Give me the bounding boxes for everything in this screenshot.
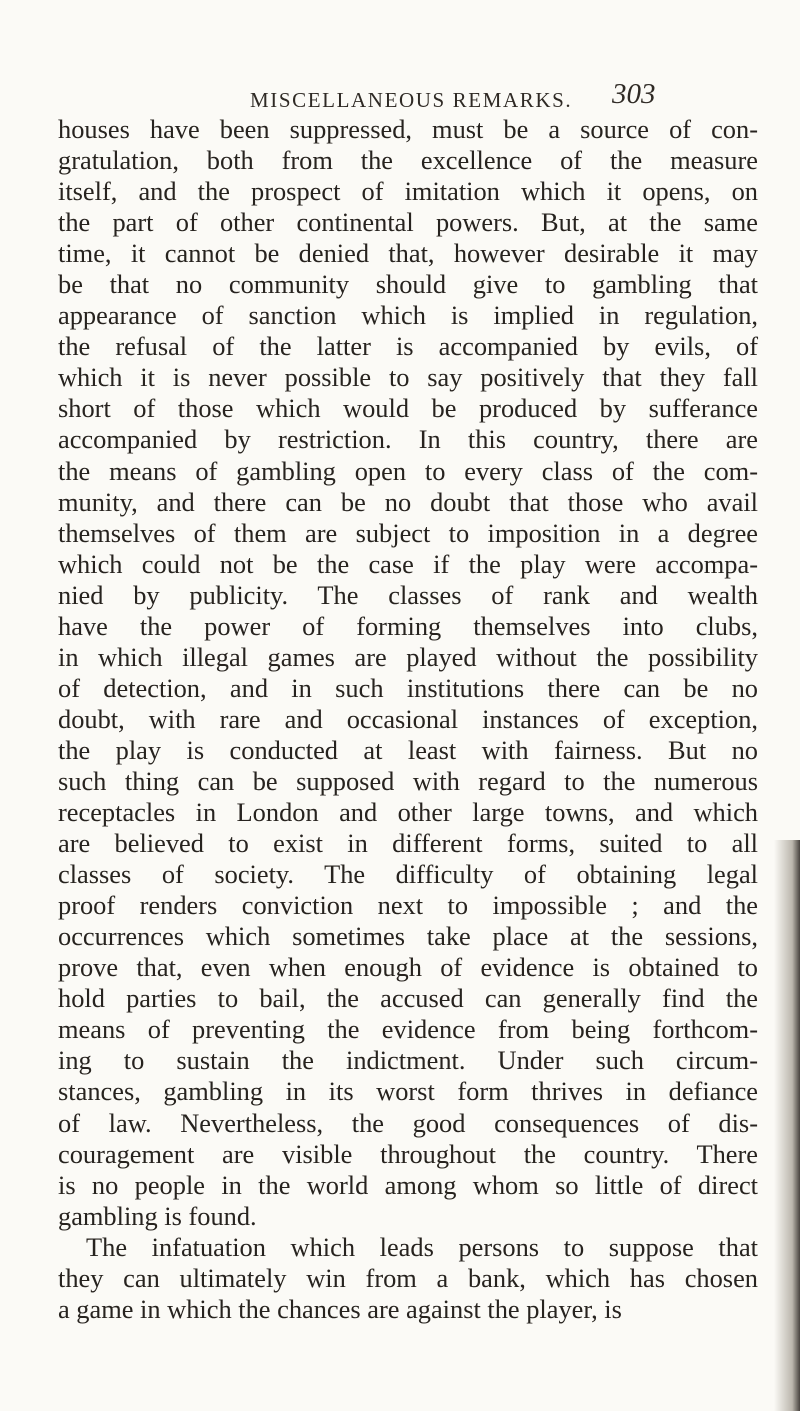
text-line: short of those which would be produced by sufferance	[58, 393, 758, 424]
page-edge-shadow	[774, 840, 800, 1411]
text-line: munity, and there can be no doubt that those who avail	[58, 486, 758, 517]
text-line: is no people in the world among whom so little of direct	[58, 1169, 758, 1200]
text-line: the play is conducted at least with fairness. But no	[58, 734, 758, 765]
text-line: themselves of them are subject to imposition in a degree	[58, 517, 758, 548]
text-line: means of preventing the evidence from being forthcom-	[58, 1014, 758, 1045]
running-head: MISCELLANEOUS REMARKS.	[250, 88, 573, 112]
text-line: ing to sustain the indictment. Under such circum-	[58, 1045, 758, 1076]
text-line: occurrences which sometimes take place at the sessions,	[58, 921, 758, 952]
text-line: prove that, even when enough of evidence is obtained to	[58, 952, 758, 983]
page-number: 303	[612, 78, 656, 110]
text-line: have the power of forming themselves into clubs,	[58, 610, 758, 641]
text-line: appearance of sanction which is implied in regulation,	[58, 300, 758, 331]
text-line: gratulation, both from the excellence of the measure	[58, 145, 758, 176]
paragraph	[58, 1232, 758, 1325]
text-line: gambling is found.	[58, 1200, 257, 1231]
text-line: a game in which the chances are against the player, is	[58, 1293, 622, 1324]
text-line: be that no community should give to gambling that	[58, 269, 758, 300]
text-line: proof renders conviction next to impossible ; and the	[58, 890, 758, 921]
text-line: they can ultimately win from a bank, which has chosen	[58, 1262, 758, 1293]
text-line: hold parties to bail, the accused can generally find the	[58, 983, 758, 1014]
text-line: nied by publicity. The classes of rank and wealth	[58, 579, 758, 610]
text-line: itself, and the prospect of imitation which it opens, on	[58, 176, 758, 207]
text-line: the means of gambling open to every class of the com-	[58, 455, 758, 486]
text-line: are believed to exist in different forms, suited to all	[58, 828, 758, 859]
paragraph	[58, 114, 758, 1232]
text-line: such thing can be supposed with regard to the numerous	[58, 765, 758, 796]
text-line: houses have been suppressed, must be a source of con-	[58, 114, 758, 144]
text-line: stances, gambling in its worst form thrives in defiance	[58, 1076, 758, 1107]
text-line: of detection, and in such institutions there can be no	[58, 672, 758, 703]
body-text	[58, 114, 758, 1325]
text-line: which it is never possible to say positively that they fall	[58, 362, 758, 393]
text-line: couragement are visible throughout the country. There	[58, 1138, 758, 1169]
page-header	[0, 78, 800, 118]
text-line: time, it cannot be denied that, however desirable it may	[58, 238, 758, 269]
text-line: The infatuation which leads persons to suppose that	[86, 1231, 758, 1262]
text-line: doubt, with rare and occasional instances of exception,	[58, 703, 758, 734]
text-line: the refusal of the latter is accompanied by evils, of	[58, 331, 758, 362]
text-line: receptacles in London and other large towns, and which	[58, 797, 758, 828]
text-line: of law. Nevertheless, the good consequences of dis-	[58, 1107, 758, 1138]
text-line: the part of other continental powers. But, at the same	[58, 207, 758, 238]
text-line: in which illegal games are played without the possibility	[58, 641, 758, 672]
text-line: classes of society. The difficulty of obtaining legal	[58, 859, 758, 890]
text-line: accompanied by restriction. In this country, there are	[58, 424, 758, 455]
text-line: which could not be the case if the play were accompa-	[58, 548, 758, 579]
